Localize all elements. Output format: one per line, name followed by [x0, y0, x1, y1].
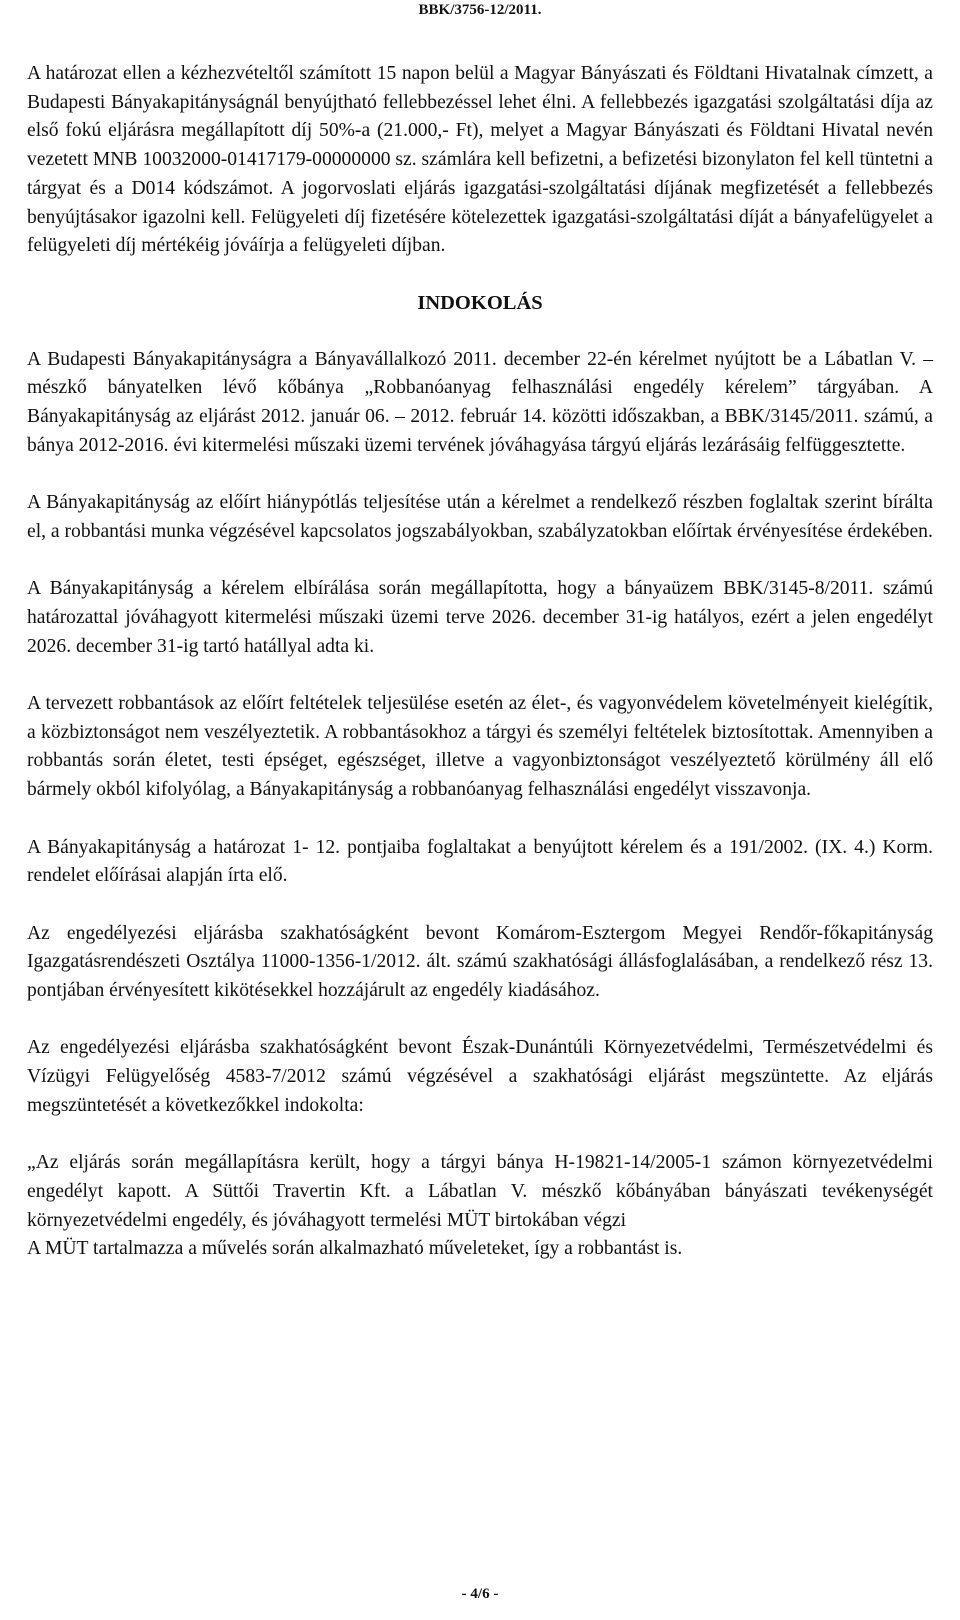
- appeal-paragraph: A határozat ellen a kézhezvételtől számított 15 napon belül a Magyar Bányászati és Földtani Hivatalnak címzett, a Budapesti Bányakapitányságnál benyújtható fellebbezéssel lehet élni. A fellebbezés igazgatási szolgáltatási díja az első fokú eljárásra megállapított díj 50%-a (21.000,- Ft), melyet a Magyar Bányászati és Földtani Hivatal nevén vezetett MNB 10032000-01417179-00000000 sz. számlára kell befizetni, a befizetési bizonylaton fel kell tüntetni a tárgyat és a D014 kódszámot. A jogorvoslati eljárás igazgatási-szolgáltatási díjának megfizetését a fellebbezés benyújtásakor igazolni kell. Felügyeleti díj fizetésére kötelezettek igazgatási-szolgáltatási díját a bányafelügyelet a felügyeleti díj mértékéig jóváírja a felügyeleti díjban.: [27, 63, 933, 257]
- justification-paragraph-5: A Bányakapitányság a határozat 1- 12. pontjaiba foglaltakat a benyújtott kérelem és a 191/2002. (IX. 4.) Korm. rendelet előírásai alapján írta elő.: [27, 836, 933, 887]
- quoted-reasoning-last-line: A MÜT tartalmazza a művelés során alkalmazható műveleteket, így a robbantást is.: [27, 1238, 683, 1260]
- page-number-footer: - 4/6 -: [461, 1586, 499, 1602]
- section-heading-justification: INDOKOLÁS: [417, 291, 543, 314]
- quoted-reasoning-paragraph: „Az eljárás során megállapításra került, hogy a tárgyi bánya H-19821-14/2005-1 számon környezetvédelmi engedélyt kapott. A Süttői Travertin Kft. a Lábatlan V. mészkő kőbányában bányászati tevékenységét környezetvédelmi engedély, és jóváhagyott termelési MÜT birtokában végzi: [27, 1152, 933, 1231]
- justification-paragraph-2: A Bányakapitányság az előírt hiánypótlás teljesítése után a kérelmet a rendelkező részben foglaltak szerint bírálta el, a robbantási munka végzésével kapcsolatos jogszabályokban, szabályzatokban előírtak érvényesítése érdekében.: [27, 492, 933, 542]
- justification-paragraph-1: A Budapesti Bányakapitányságra a Bányavállalkozó 2011. december 22-én kérelmet nyújtott be a Lábatlan V. – mészkő bányatelken lévő kőbánya „Robbanóanyag felhasználási engedély kérelem” tárgyában. A Bányakapitányság az eljárást 2012. január 06. – 2012. február 14. közötti időszakban, a BBK/3145/2011. számú, a bánya 2012-2016. évi kitermelési műszaki üzemi tervének jóváhagyása tárgyú eljárás lezárásáig felfüggesztette.: [27, 348, 933, 456]
- document-number-header: BBK/3756-12/2011.: [418, 2, 542, 18]
- environmental-authority-paragraph: Az engedélyezési eljárásba szakhatóságként bevont Észak-Dunántúli Környezetvédelmi, Természetvédelmi és Vízügyi Felügyelőség 4583-7/2012 számú végzésével a szakhatósági eljárást megszüntette. Az eljárás megszüntetését a következőkkel indokolta:: [27, 1037, 933, 1116]
- police-authority-paragraph: Az engedélyezési eljárásba szakhatóságként bevont Komárom-Esztergom Megyei Rendőr-főkapitányság Igazgatásrendészeti Osztálya 11000-1356-1/2012. ált. számú szakhatósági állásfoglalásában, a rendelkező rész 13. pontjában érvényesített kikötésekkel hozzájárult az engedély kiadásához.: [27, 922, 933, 1002]
- document-body: [27, 60, 933, 1264]
- justification-paragraph-4: A tervezett robbantások az előírt feltételek teljesülése esetén az élet-, és vagyonvédelem követelményeit kielégítik, a közbiztonságot nem veszélyeztetik. A robbantásokhoz a tárgyi és személyi feltételek biztosítottak. Amennyiben a robbantás során életet, testi épséget, egészséget, illetve a vagyonbiztonságot veszélyeztető körülmény áll elő bármely okból kifolyólag, a Bányakapitányság a robbanóanyag felhasználási engedélyt visszavonja.: [27, 693, 933, 801]
- justification-paragraph-3: A Bányakapitányság a kérelem elbírálása során megállapította, hogy a bányaüzem BBK/3145-8/2011. számú határozattal jóváhagyott kitermelési műszaki üzemi terve 2026. december 31-ig hatályos, ezért a jelen engedélyt 2026. december 31-ig tartó hatállyal adta ki.: [27, 578, 933, 657]
